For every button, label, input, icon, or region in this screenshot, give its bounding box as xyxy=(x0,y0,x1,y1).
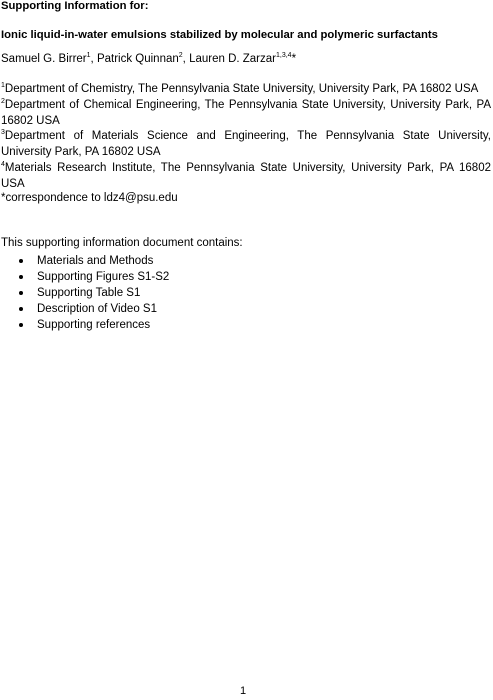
contents-item-label: Supporting Table S1 xyxy=(37,287,141,299)
author-name: Samuel G. Birrer xyxy=(1,53,87,65)
author-separator: , xyxy=(90,53,97,65)
affiliation-number: 4 xyxy=(1,161,5,168)
contents-item-label: Description of Video S1 xyxy=(37,303,157,315)
affiliation xyxy=(1,81,491,97)
bullet-icon xyxy=(19,307,23,311)
contents-item-label: Supporting Figures S1-S2 xyxy=(37,271,170,283)
affiliation-text: Department of Chemistry, The Pennsylvania State University, University Park, PA 16802 USA xyxy=(4,83,479,95)
affiliation-text: Department of Materials Science and Engineering, The Pennsylvania State University, University Park, PA 16802 USA xyxy=(1,130,491,158)
affiliation xyxy=(1,160,491,192)
author-affiliation-number: 1 xyxy=(86,52,91,59)
contents-item-label: Supporting references xyxy=(37,319,151,331)
affiliation-number: 2 xyxy=(1,98,5,105)
author-separator: , xyxy=(182,53,190,65)
affiliation xyxy=(1,97,491,129)
author-name: Patrick Quinnan xyxy=(96,53,179,65)
correspondence-line: *correspondence to ldz4@psu.edu xyxy=(1,192,178,204)
corresponding-author-mark: * xyxy=(291,53,297,65)
bullet-icon xyxy=(19,275,23,279)
contents-item-label: Materials and Methods xyxy=(37,255,154,267)
bullet-icon xyxy=(19,291,23,295)
affiliation-number: 1 xyxy=(1,82,5,89)
page-number: 1 xyxy=(240,685,247,697)
author-list xyxy=(1,53,296,65)
bullet-icon xyxy=(19,323,23,327)
author-affiliation-number: 1,3,4 xyxy=(276,52,292,59)
author-name: Lauren D. Zarzar xyxy=(189,53,276,65)
affiliation-text: Department of Chemical Engineering, The Pennsylvania State University, University Park, PA 16802 USA xyxy=(1,99,491,127)
affiliation-text: Materials Research Institute, The Pennsylvania State University, University Park, PA 16802 USA xyxy=(1,162,491,190)
supporting-info-heading: Supporting Information for: xyxy=(1,0,149,12)
paper-title: Ionic liquid-in-water emulsions stabilized by molecular and polymeric surfactants xyxy=(1,29,438,41)
affiliation-number: 3 xyxy=(1,129,5,136)
affiliation xyxy=(1,128,491,160)
bullet-icon xyxy=(19,259,23,263)
contents-intro: This supporting information document contains: xyxy=(1,237,243,249)
author-affiliation-number: 2 xyxy=(178,52,183,59)
